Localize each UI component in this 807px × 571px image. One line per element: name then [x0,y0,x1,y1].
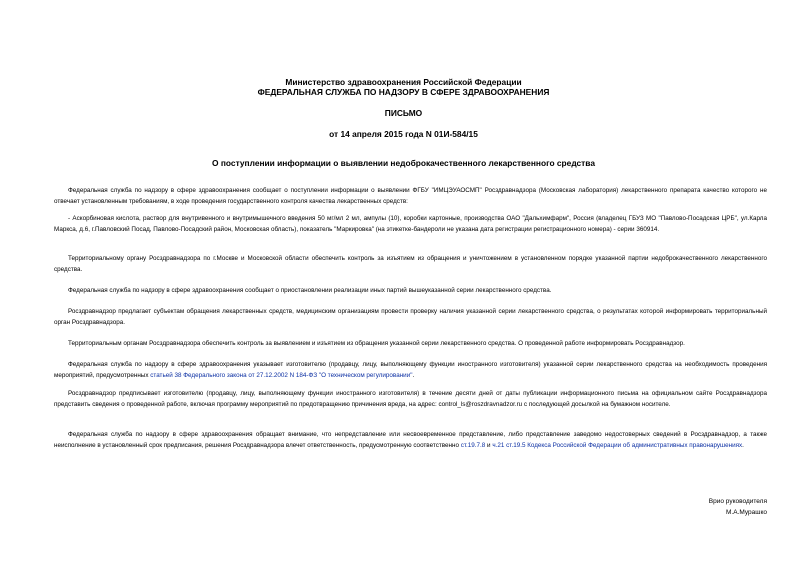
paragraph-2: - Аскорбиновая кислота, раствор для внутривенного и внутримышечного введения 50 мг/мл 2 мл, ампулы (10), коробки картонные, производства ОАО "Дальхимфарм", Россия (владелец ГБУЗ МО "Павлово-Посадская ЦРБ", ул.Карла Маркса, д.6, г.Павловский Посад, Павлово-Посадский район, Московская область), показатель "Маркировка" (на этикетке-бандероли не указана дата регистрации регистрационного номера) - серии 360914. [54,215,767,233]
paragraph-1: Федеральная служба по надзору в сфере здравоохранения сообщает о поступлении информации о выявлении ФГБУ "ИМЦЭУАОСМП" Росздравнадзора (Московская лаборатория) лекарственного препарата качество которого не отвечает установленным требованиям, в ходе проведения государственного контроля качества лекарственных средств: [54,187,767,205]
ministry-name: Министерство здравоохранения Российской Федерации [285,77,522,87]
article-19-7-8-link[interactable]: ст.19.7.8 [460,441,486,449]
document-title: О поступлении информации о выявлении недоброкачественного лекарственного средства [212,158,595,168]
paragraph-7 [54,360,767,381]
paragraph-5: Росздравнадзор предлагает субъектам обращения лекарственных средств, медицинским организациям провести проверку наличия указанной серии лекарственного средства, о результатах которой информировать территориальный орган Росздравнадзора. [54,308,767,326]
document-date-number: от 14 апреля 2015 года N 01И-584/15 [329,129,478,139]
paragraph-7-end: . [412,371,415,379]
signatory-position: Врио руководителя [708,498,767,505]
service-name: ФЕДЕРАЛЬНАЯ СЛУЖБА ПО НАДЗОРУ В СФЕРЕ ЗДРАВООХРАНЕНИЯ [257,87,550,97]
signatory-name: М.А.Мурашко [725,509,767,516]
koap-article-19-5-link[interactable]: ч.21 ст.19.5 Кодекса Российской Федерации об административных правонарушениях [492,441,743,449]
document-type: ПИСЬМО [384,108,423,118]
paragraph-8: Росздравнадзор предписывает изготовителю (продавцу, лицу, выполняющему функции иностранного изготовителя) в течение десяти дней от даты публикации информационного письма на официальном сайте Росздравнадзора представить сведения о проведенной работе, включая программу мероприятий по предотвращению причинения вреда, на адрес: control_ls@roszdravnadzor.ru с последующей досылкой на бумажном носителе. [54,390,767,408]
paragraph-9 [54,430,767,451]
paragraph-6: Территориальным органам Росздравнадзора обеспечить контроль за выявлением и изъятием из обращения указанной серии лекарственного средства. О проведенной работе информировать Росздравнадзор. [68,340,685,347]
paragraph-7-text: Федеральная служба по надзору в сфере здравоохранения указывает изготовителю (продавцу, лицу, выполняющему функции иностранного изготовителя) указанной серии лекарственного средства на необходимость проведения мероприятий, предусмотренных [54,361,767,379]
paragraph-4: Федеральная служба по надзору в сфере здравоохранения сообщает о приостановлении реализации иных партий вышеуказанной серии лекарственного средства. [68,287,552,294]
law-184fz-article-38-link[interactable]: статьей 38 Федерального закона от 27.12.2002 N 184-ФЗ "О техническом регулировании" [150,371,413,379]
paragraph-3: Территориальному органу Росздравнадзора по г.Москве и Московской области обеспечить контроль за изъятием из обращения и уничтожением в установленном порядке указанной партии недоброкачественного лекарственного средства. [54,255,767,273]
signature-block [709,496,767,518]
paragraph-9-conjunction: и [485,441,493,449]
paragraph-9-end: . [742,441,744,449]
paragraph-9-text: Федеральная служба по надзору в сфере здравоохранения обращает внимание, что непредставление или несвоевременное представление, либо представление заведомо недостоверных сведений в Росздравнадзор, а также неисполнение в установленный срок предписания, решения Росздравнадзора влечет ответственность, предусмотренную соответственно [54,431,767,449]
